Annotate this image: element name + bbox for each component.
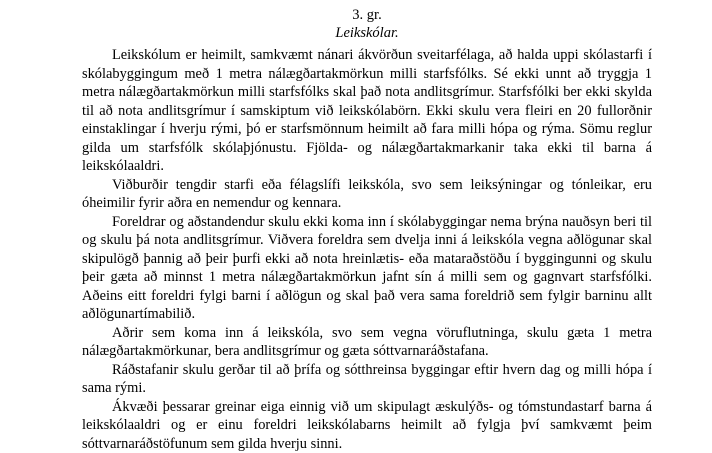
paragraph: Ráðstafanir skulu gerðar til að þrífa og sótthreinsa byggingar eftir hvern dag og milli hópa í sama rými.: [82, 361, 652, 397]
article-title: Leikskólar.: [335, 25, 399, 42]
paragraph: Leikskólum er heimilt, samkvæmt nánari ákvörðun sveitarfélaga, að halda uppi skólastarfi í skólabyggingum með 1 metra nálægðartakmörkun milli starfsfólks. Sé ekki unnt að tryggja 1 metra nálægðartakmörkun milli starfsfólks skal það nota andlitsgrímur. Starfsfólki ber ekki skylda til að nota andlitsgrímur í samskiptum við leikskólabörn. Ekki skulu vera fleiri en 20 fullorðnir einstaklingar í hverju rými, þó er starfsmönnum heimilt að fara milli hópa og rýma. Sömu reglur gilda um starfsfólk skólaþjónustu. Fjölda- og nálægðartakmarkanir taka ekki til barna á leikskólaaldri.: [82, 47, 652, 175]
paragraph: Viðburðir tengdir starfi eða félagslífi leikskóla, svo sem leiksýningar og tónleikar, eru óheimilir fyrir aðra en nemendur og kennara.: [82, 176, 652, 212]
paragraph: Foreldrar og aðstandendur skulu ekki koma inn í skólabyggingar nema brýna nauðsyn beri til og skulu þá nota andlitsgrímur. Viðvera foreldra sem dvelja inni á leikskóla vegna aðlögunar skal skipulögð þannig að þeir þurfi ekki að nota hreinlætis- eða mataraðstöðu í byggingunni og skulu þeir gæta að minnst 1 metra nálægðartakmörkun jafnt sín á milli sem og gagnvart starfsfólki. Aðeins eitt foreldri fylgi barni í aðlögun og skal það vera sama foreldrið sem fylgir barninu allt aðlögunartímabilið.: [82, 213, 652, 323]
article-number: 3. gr.: [352, 7, 382, 23]
paragraph: Aðrir sem koma inn á leikskóla, svo sem vegna vöruflutninga, skulu gæta 1 metra nálægðartakmörkunar, bera andlitsgrímur og gæta sóttvarnaráðstafana.: [82, 324, 652, 360]
paragraph: Ákvæði þessarar greinar eiga einnig við um skipulagt æskulýðs- og tómstundastarf barna á leikskólaaldri og er einu foreldri leikskólabarns heimilt að fylgja því samkvæmt þeim sóttvarnaráðstöfunum sem gilda hverju sinni.: [82, 398, 652, 452]
article-body: [82, 46, 652, 453]
